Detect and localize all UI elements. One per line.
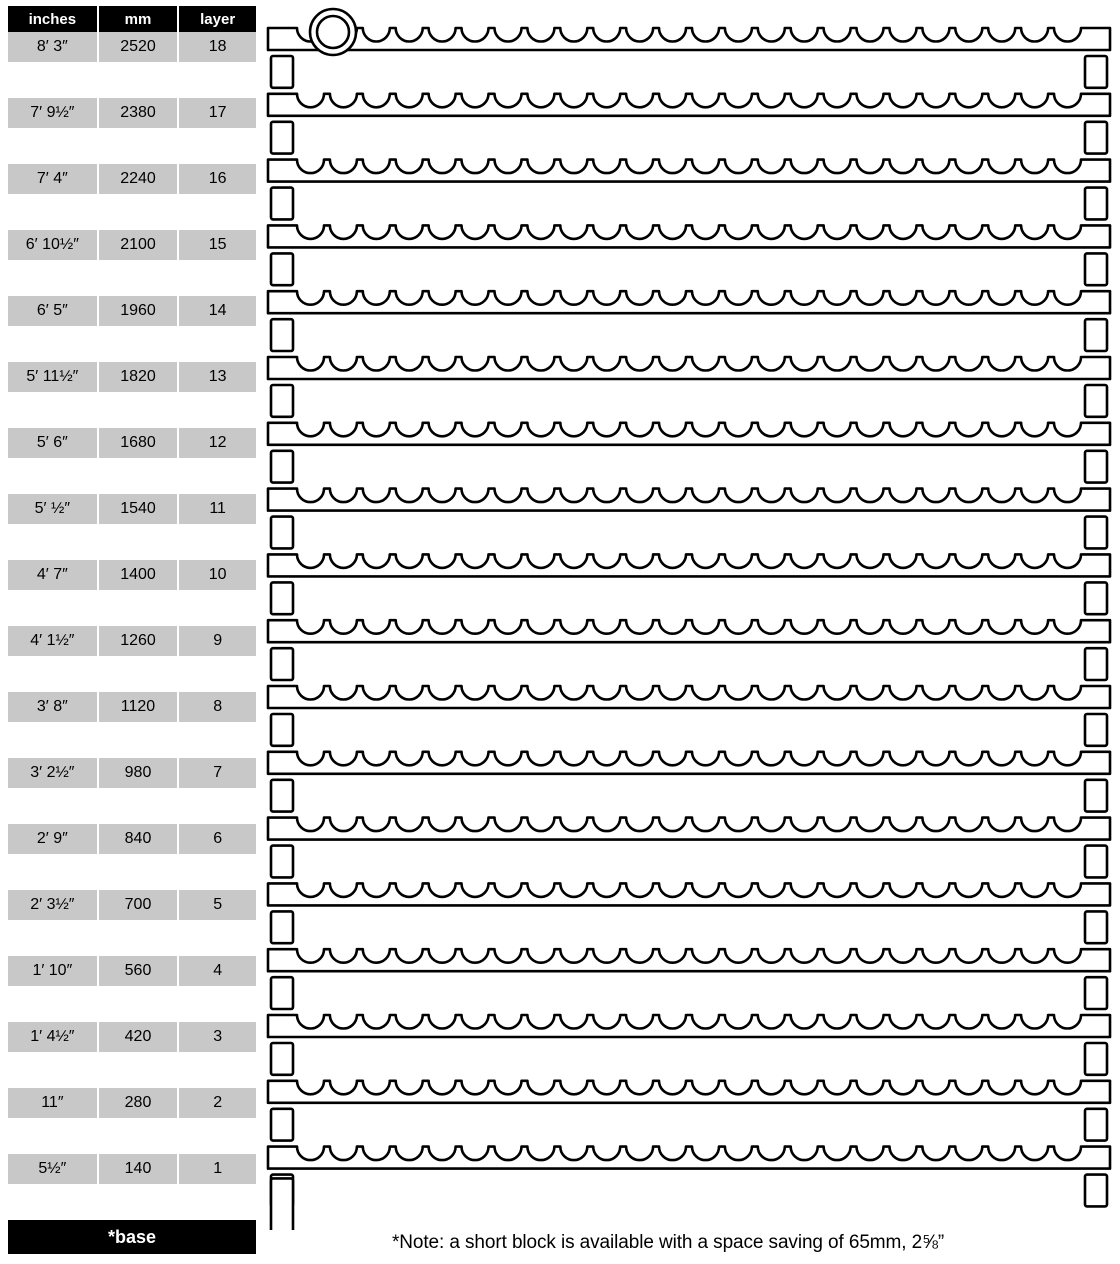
rack-rail-left: [271, 517, 293, 549]
table-cell-layer: 3: [178, 1022, 256, 1052]
table-row: [8, 956, 256, 986]
rack-rail-right: [1085, 648, 1107, 680]
table-cell-inches: 7′ 4″: [8, 164, 98, 194]
table-row: [8, 692, 256, 722]
table-cell-mm: 2100: [98, 230, 179, 260]
table-cell-layer: 17: [178, 98, 256, 128]
table-cell-layer: 2: [178, 1088, 256, 1118]
rack-shelf: [268, 620, 1110, 642]
hanger-ring: [310, 9, 356, 55]
table-cell-inches: 5′ 11½″: [8, 362, 98, 392]
rack-rail-left: [271, 977, 293, 1009]
rack-shelf: [268, 1147, 1110, 1169]
table-cell-mm: 1400: [98, 560, 179, 590]
rack-shelf: [268, 883, 1110, 905]
rack-rail-left: [271, 648, 293, 680]
rack-shelf: [268, 752, 1110, 774]
table-cell-inches: 8′ 3″: [8, 32, 98, 62]
rack-rail-left: [271, 319, 293, 351]
table-cell-layer: 15: [178, 230, 256, 260]
table-spacer-row: [8, 458, 256, 494]
table-spacer-row: [8, 656, 256, 692]
column-header-layer: layer: [178, 6, 256, 32]
rack-shelf: [268, 28, 1110, 50]
table-cell-layer: 12: [178, 428, 256, 458]
table-cell-mm: 840: [98, 824, 179, 854]
table-spacer-cell: [8, 986, 256, 1022]
table-spacer-cell: [8, 194, 256, 230]
rack-shelf: [268, 1015, 1110, 1037]
table-cell-inches: 5½″: [8, 1154, 98, 1184]
table-spacer-row: [8, 986, 256, 1022]
table-spacer-cell: [8, 1052, 256, 1088]
table-cell-inches: 2′ 3½″: [8, 890, 98, 920]
table-spacer-cell: [8, 62, 256, 98]
table-row: [8, 428, 256, 458]
table-spacer-cell: [8, 722, 256, 758]
rack-rail-left: [271, 846, 293, 878]
table-cell-inches: 3′ 8″: [8, 692, 98, 722]
table-cell-inches: 4′ 7″: [8, 560, 98, 590]
rack-rail-left: [271, 1109, 293, 1141]
table-spacer-row: [8, 392, 256, 428]
rack-rail-left: [271, 385, 293, 417]
table-cell-layer: 13: [178, 362, 256, 392]
rack-rail-left: [271, 714, 293, 746]
table-cell-mm: 140: [98, 1154, 179, 1184]
rack-base-rail-left: [271, 1178, 293, 1230]
table-cell-layer: 11: [178, 494, 256, 524]
table-cell-mm: 1120: [98, 692, 179, 722]
table-cell-mm: 1260: [98, 626, 179, 656]
table-cell-inches: 1′ 10″: [8, 956, 98, 986]
table-spacer-row: [8, 62, 256, 98]
table-cell-mm: 1680: [98, 428, 179, 458]
table-spacer-cell: [8, 326, 256, 362]
table-cell-mm: 980: [98, 758, 179, 788]
table-spacer-cell: [8, 590, 256, 626]
table-spacer-cell: [8, 854, 256, 890]
table-spacer-row: [8, 1118, 256, 1154]
table-cell-layer: 16: [178, 164, 256, 194]
table-body: [8, 32, 256, 1254]
table-cell-inches: 6′ 5″: [8, 296, 98, 326]
table-cell-mm: 420: [98, 1022, 179, 1052]
rack-rail-left: [271, 122, 293, 154]
table-row: [8, 98, 256, 128]
table-spacer-cell: [8, 1118, 256, 1154]
table-cell-mm: 1820: [98, 362, 179, 392]
table-spacer-cell: [8, 656, 256, 692]
table-cell-inches: 3′ 2½″: [8, 758, 98, 788]
rack-rail-left: [271, 56, 293, 88]
table-cell-mm: 2240: [98, 164, 179, 194]
table-spacer-row: [8, 920, 256, 956]
table-spacer-cell: [8, 260, 256, 296]
table-cell-layer: 8: [178, 692, 256, 722]
table-cell-inches: 5′ ½″: [8, 494, 98, 524]
table-cell-inches: 7′ 9½″: [8, 98, 98, 128]
table-row: [8, 1088, 256, 1118]
table-spacer-cell: [8, 524, 256, 560]
table-cell-inches: 6′ 10½″: [8, 230, 98, 260]
table-cell-inches: 5′ 6″: [8, 428, 98, 458]
footnote: *Note: a short block is available with a space saving of 65mm, 2⅝”: [392, 1232, 945, 1253]
measurement-table: [8, 6, 256, 1254]
table-cell-layer: 18: [178, 32, 256, 62]
table-spacer-row: [8, 590, 256, 626]
table-cell-inches: 11″: [8, 1088, 98, 1118]
rack-rail-left: [271, 451, 293, 483]
rack-rail-left: [271, 780, 293, 812]
rack-rail-right: [1085, 846, 1107, 878]
rack-shelf: [268, 160, 1110, 182]
rack-rail-right: [1085, 517, 1107, 549]
table-spacer-cell: [8, 788, 256, 824]
table-cell-layer: 9: [178, 626, 256, 656]
rack-rail-right: [1085, 911, 1107, 943]
table-cell-mm: 560: [98, 956, 179, 986]
table-spacer-row: [8, 1184, 256, 1220]
rack-rail-left: [271, 188, 293, 220]
table-cell-mm: 1960: [98, 296, 179, 326]
table-header-row: [8, 6, 256, 32]
rack-rail-right: [1085, 253, 1107, 285]
table-spacer-row: [8, 326, 256, 362]
table-spacer-row: [8, 128, 256, 164]
table-row: [8, 494, 256, 524]
rack-rail-right: [1085, 582, 1107, 614]
table-row: [8, 824, 256, 854]
table-cell-mm: 1540: [98, 494, 179, 524]
rack-shelf: [268, 357, 1110, 379]
rack-rail-right: [1085, 1175, 1107, 1207]
table-spacer-cell: [8, 458, 256, 494]
table-row-base: [8, 1220, 256, 1254]
rack-shelf: [268, 225, 1110, 247]
rack-rail-left: [271, 582, 293, 614]
rack-shelf: [268, 949, 1110, 971]
rack-shelf: [268, 94, 1110, 116]
table-cell-layer: 6: [178, 824, 256, 854]
table-cell-layer: 7: [178, 758, 256, 788]
table-row: [8, 626, 256, 656]
table-spacer-row: [8, 194, 256, 230]
table-row: [8, 890, 256, 920]
table-cell-mm: 2380: [98, 98, 179, 128]
rack-rail-left: [271, 253, 293, 285]
rack-rail-right: [1085, 977, 1107, 1009]
column-header-inches: inches: [8, 6, 98, 32]
rack-shelf: [268, 1081, 1110, 1103]
wine-rack-diagram: [258, 0, 1120, 1230]
rack-rail-right: [1085, 122, 1107, 154]
table-spacer-row: [8, 260, 256, 296]
rack-rail-left: [271, 911, 293, 943]
table-cell-inches: 4′ 1½″: [8, 626, 98, 656]
rack-rail-right: [1085, 1109, 1107, 1141]
rack-shelf: [268, 686, 1110, 708]
table-cell-mm: 700: [98, 890, 179, 920]
table-cell-layer: 4: [178, 956, 256, 986]
column-header-mm: mm: [98, 6, 179, 32]
table-row: [8, 230, 256, 260]
rack-rail-right: [1085, 1043, 1107, 1075]
table-spacer-row: [8, 722, 256, 758]
rack-rail-left: [271, 1043, 293, 1075]
table-spacer-row: [8, 1052, 256, 1088]
rack-rail-right: [1085, 714, 1107, 746]
rack-rail-right: [1085, 451, 1107, 483]
table-spacer-row: [8, 524, 256, 560]
rack-shelf: [268, 423, 1110, 445]
rack-rail-right: [1085, 188, 1107, 220]
rack-shelf: [268, 291, 1110, 313]
table-cell-mm: 280: [98, 1088, 179, 1118]
table-row: [8, 1022, 256, 1052]
table-row: [8, 560, 256, 590]
table-spacer-cell: [8, 128, 256, 164]
table-row: [8, 362, 256, 392]
table-spacer-cell: [8, 1184, 256, 1220]
base-label: *base: [8, 1220, 256, 1254]
table-cell-layer: 10: [178, 560, 256, 590]
table-row: [8, 296, 256, 326]
rack-rail-right: [1085, 319, 1107, 351]
rack-rail-right: [1085, 385, 1107, 417]
table-spacer-cell: [8, 392, 256, 428]
rack-shelf: [268, 489, 1110, 511]
table-cell-inches: 1′ 4½″: [8, 1022, 98, 1052]
table-spacer-cell: [8, 920, 256, 956]
table-cell-layer: 1: [178, 1154, 256, 1184]
rack-shelf: [268, 554, 1110, 576]
table-cell-layer: 5: [178, 890, 256, 920]
table-row: [8, 32, 256, 62]
table-row: [8, 164, 256, 194]
table-cell-layer: 14: [178, 296, 256, 326]
table-spacer-row: [8, 854, 256, 890]
rack-shelf: [268, 818, 1110, 840]
table-spacer-row: [8, 788, 256, 824]
table-cell-mm: 2520: [98, 32, 179, 62]
table-cell-inches: 2′ 9″: [8, 824, 98, 854]
rack-rail-right: [1085, 56, 1107, 88]
rack-rail-right: [1085, 780, 1107, 812]
table-row: [8, 1154, 256, 1184]
table-row: [8, 758, 256, 788]
